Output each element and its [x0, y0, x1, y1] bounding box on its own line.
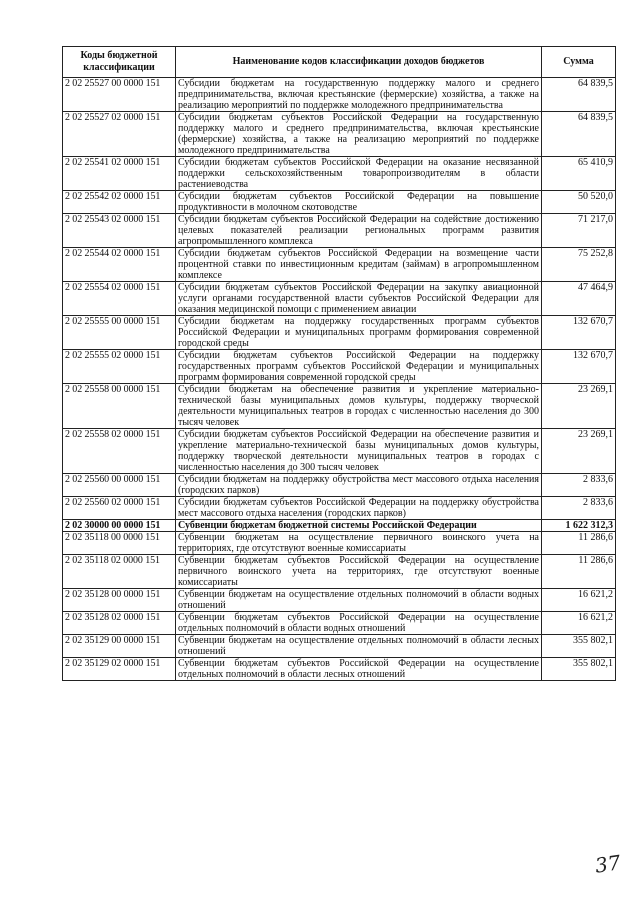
table-row	[63, 497, 616, 520]
row-name: Субсидии бюджетам субъектов Российской Федерации на обеспечение развития и укрепление материально-технической базы муниципальных домов культуры, поддержку творческой деятельности муниципальных театров в городах с численностью населения до 300 тысяч человек	[176, 429, 542, 474]
row-name: Субвенции бюджетам субъектов Российской Федерации на осуществление отдельных полномочий в области лесных отношений	[176, 658, 542, 681]
row-sum: 355 802,1	[542, 635, 616, 658]
row-code: 2 02 35118 02 0000 151	[63, 555, 176, 589]
row-code: 2 02 25542 02 0000 151	[63, 191, 176, 214]
row-name: Субсидии бюджетам на поддержку обустройства мест массового отдыха населения (городских парков)	[176, 474, 542, 497]
row-name: Субсидии бюджетам субъектов Российской Федерации на государственную поддержку малого и среднего предпринимательства, включая крестьянские (фермерские) хозяйства, а также на реализацию мероприятий по поддержке молодежного предпринимательства	[176, 112, 542, 157]
row-name: Субсидии бюджетам субъектов Российской Федерации на повышение продуктивности в молочном скотоводстве	[176, 191, 542, 214]
row-name: Субвенции бюджетам на осуществление первичного воинского учета на территориях, где отсутствуют военные комиссариаты	[176, 532, 542, 555]
table-row	[63, 589, 616, 612]
header-code: Коды бюджетной классификации	[63, 47, 176, 78]
row-name: Субвенции бюджетам на осуществление отдельных полномочий в области водных отношений	[176, 589, 542, 612]
table-row	[63, 520, 616, 532]
row-sum: 71 217,0	[542, 214, 616, 248]
table-row	[63, 316, 616, 350]
row-name: Субсидии бюджетам на обеспечение развития и укрепление материально-технической базы муниципальных домов культуры, поддержку творческой деятельности муниципальных театров в городах с численностью населения до 300 тысяч человек	[176, 384, 542, 429]
row-code: 2 02 25544 02 0000 151	[63, 248, 176, 282]
row-name: Субсидии бюджетам субъектов Российской Федерации на оказание несвязанной поддержки сельскохозяйственным товаропроизводителям в области растениеводства	[176, 157, 542, 191]
row-name: Субсидии бюджетам субъектов Российской Федерации на поддержку государственных программ субъектов Российской Федерации и муниципальных программ формирования современной городской среды	[176, 350, 542, 384]
row-name: Субсидии бюджетам на поддержку государственных программ субъектов Российской Федерации и муниципальных программ формирования современной городской среды	[176, 316, 542, 350]
table-row	[63, 248, 616, 282]
row-name: Субсидии бюджетам на государственную поддержку малого и среднего предпринимательства, включая крестьянские (фермерские) хозяйства, а также на реализацию мероприятий по поддержке молодежного предпринимательства	[176, 78, 542, 112]
row-code: 2 02 25543 02 0000 151	[63, 214, 176, 248]
row-sum: 132 670,7	[542, 350, 616, 384]
row-name: Субвенции бюджетам субъектов Российской Федерации на осуществление первичного воинского учета на территориях, где отсутствуют военные комиссариаты	[176, 555, 542, 589]
table-row	[63, 350, 616, 384]
row-name: Субсидии бюджетам субъектов Российской Федерации на закупку авиационной услуги органами государственной власти субъектов Российской Федерации для оказания медицинской помощи с применением авиации	[176, 282, 542, 316]
table-row	[63, 282, 616, 316]
header-name: Наименование кодов классификации доходов бюджетов	[176, 47, 542, 78]
table-row	[63, 191, 616, 214]
row-sum: 23 269,1	[542, 384, 616, 429]
table-row	[63, 612, 616, 635]
row-code: 2 02 25558 02 0000 151	[63, 429, 176, 474]
row-sum: 65 410,9	[542, 157, 616, 191]
table-row	[63, 429, 616, 474]
row-code: 2 02 25527 00 0000 151	[63, 78, 176, 112]
row-name: Субсидии бюджетам субъектов Российской Федерации на содействие достижению целевых показателей реализации региональных программ развития агропромышленного комплекса	[176, 214, 542, 248]
row-name: Субвенции бюджетам субъектов Российской Федерации на осуществление отдельных полномочий в области водных отношений	[176, 612, 542, 635]
row-code: 2 02 35129 02 0000 151	[63, 658, 176, 681]
row-sum: 64 839,5	[542, 112, 616, 157]
row-code: 2 02 35129 00 0000 151	[63, 635, 176, 658]
row-code: 2 02 25555 02 0000 151	[63, 350, 176, 384]
table-header-row	[63, 47, 616, 78]
budget-revenue-table	[62, 46, 616, 681]
table-row	[63, 214, 616, 248]
row-sum: 64 839,5	[542, 78, 616, 112]
row-sum: 355 802,1	[542, 658, 616, 681]
row-code: 2 02 30000 00 0000 151	[63, 520, 176, 532]
row-code: 2 02 25554 02 0000 151	[63, 282, 176, 316]
row-sum: 132 670,7	[542, 316, 616, 350]
table-row	[63, 635, 616, 658]
table-row	[63, 474, 616, 497]
row-sum: 75 252,8	[542, 248, 616, 282]
row-name: Субсидии бюджетам субъектов Российской Федерации на возмещение части процентной ставки по инвестиционным кредитам (займам) в агропромышленном комплексе	[176, 248, 542, 282]
table-row	[63, 157, 616, 191]
row-code: 2 02 35128 00 0000 151	[63, 589, 176, 612]
row-sum: 2 833,6	[542, 474, 616, 497]
header-sum: Сумма	[542, 47, 616, 78]
row-sum: 1 622 312,3	[542, 520, 616, 532]
row-code: 2 02 25558 00 0000 151	[63, 384, 176, 429]
row-sum: 11 286,6	[542, 555, 616, 589]
row-sum: 11 286,6	[542, 532, 616, 555]
row-sum: 16 621,2	[542, 612, 616, 635]
row-sum: 16 621,2	[542, 589, 616, 612]
row-code: 2 02 25560 02 0000 151	[63, 497, 176, 520]
row-code: 2 02 25527 02 0000 151	[63, 112, 176, 157]
page-number: 37	[593, 850, 622, 878]
row-code: 2 02 25541 02 0000 151	[63, 157, 176, 191]
table-row	[63, 658, 616, 681]
row-sum: 47 464,9	[542, 282, 616, 316]
row-code: 2 02 35128 02 0000 151	[63, 612, 176, 635]
row-sum: 50 520,0	[542, 191, 616, 214]
row-code: 2 02 25560 00 0000 151	[63, 474, 176, 497]
row-sum: 23 269,1	[542, 429, 616, 474]
row-code: 2 02 25555 00 0000 151	[63, 316, 176, 350]
row-name: Субвенции бюджетам на осуществление отдельных полномочий в области лесных отношений	[176, 635, 542, 658]
table-row	[63, 532, 616, 555]
row-name: Субвенции бюджетам бюджетной системы Российской Федерации	[176, 520, 542, 532]
row-name: Субсидии бюджетам субъектов Российской Федерации на поддержку обустройства мест массового отдыха населения (городских парков)	[176, 497, 542, 520]
table-row	[63, 555, 616, 589]
table-row	[63, 78, 616, 112]
table-row	[63, 112, 616, 157]
row-sum: 2 833,6	[542, 497, 616, 520]
table-row	[63, 384, 616, 429]
row-code: 2 02 35118 00 0000 151	[63, 532, 176, 555]
